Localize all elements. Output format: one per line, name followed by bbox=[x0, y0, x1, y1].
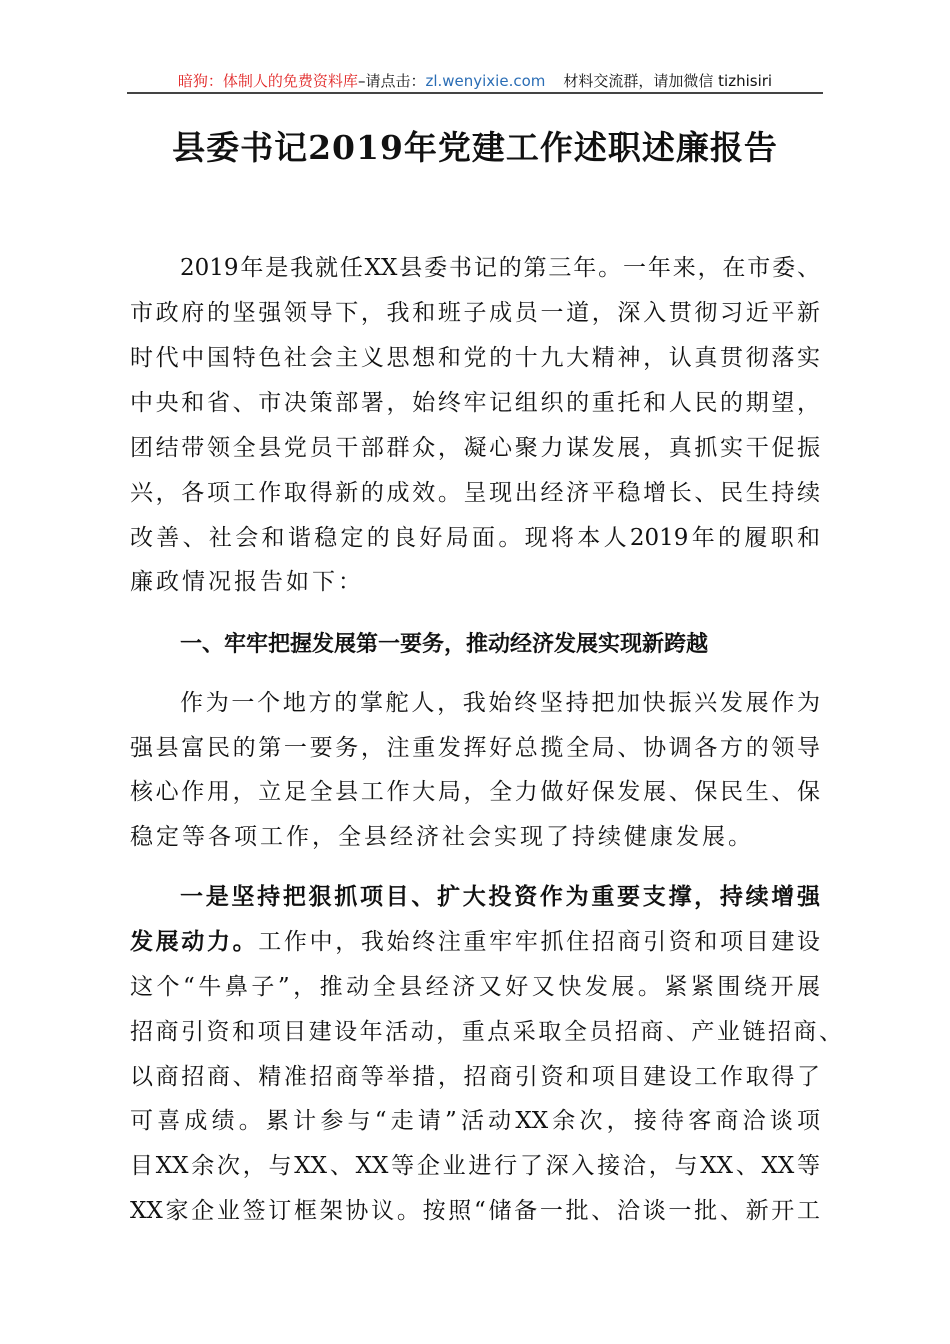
section-heading: 一、牢牢把握发展第一要务，推动经济发展实现新跨越 bbox=[180, 632, 709, 657]
para3-line bbox=[130, 927, 820, 957]
para1-line: 中央和省、市决策部署，始终牢记组织的重托和人民的期望， bbox=[130, 390, 820, 416]
para3-line: 可喜成绩。累计参与“走请”活动XX余次，接待客商洽谈项 bbox=[130, 1108, 820, 1134]
para3-line: 这个“牛鼻子”，推动全县经济又好又快发展。紧紧围绕开展 bbox=[130, 974, 820, 1000]
para1-line: 团结带领全县党员干部群众，凝心聚力谋发展，真抓实干促振 bbox=[130, 435, 820, 461]
click-prefix: –请点击： bbox=[357, 72, 426, 90]
site-link[interactable]: zl.wenyixie.com bbox=[425, 72, 546, 90]
para3-line: 招商引资和项目建设年活动，重点采取全员招商、产业链招商、 bbox=[130, 1019, 842, 1045]
para1-line: 时代中国特色社会主义思想和党的十九大精神，认真贯彻落实 bbox=[130, 345, 820, 371]
promo-text: 暗狗：体制人的免费资料库 bbox=[177, 72, 358, 90]
header-rule bbox=[127, 92, 823, 94]
para2-line: 核心作用，立足全县工作大局，全力做好保发展、保民生、保 bbox=[130, 779, 820, 805]
para2-line: 作为一个地方的掌舵人，我始终坚持把加快振兴发展作为 bbox=[180, 690, 820, 716]
para1-line: 2019年是我就任XX县委书记的第三年。一年来，在市委、 bbox=[180, 255, 820, 281]
wechat-group-text: 材料交流群，请加微信 tizhisiri bbox=[563, 72, 773, 90]
para1-line: 市政府的坚强领导下，我和班子成员一道，深入贯彻习近平新 bbox=[130, 300, 820, 326]
para3-line bbox=[180, 882, 820, 912]
page-header-banner bbox=[127, 70, 823, 91]
para3-line: XX家企业签订框架协议。按照“储备一批、洽谈一批、新开工 bbox=[130, 1198, 820, 1224]
bold-lead: 发展动力。 bbox=[130, 928, 259, 955]
para3-text: 工作中，我始终注重牢牢抓住招商引资和项目建设 bbox=[258, 929, 821, 955]
para2-line: 强县富民的第一要务，注重发挥好总揽全局、协调各方的领导 bbox=[130, 735, 820, 761]
para2-line: 稳定等各项工作，全县经济社会实现了持续健康发展。 bbox=[130, 824, 754, 850]
para1-line: 廉政情况报告如下： bbox=[130, 569, 364, 595]
para1-line: 改善、社会和谐稳定的良好局面。现将本人2019年的履职和 bbox=[130, 525, 820, 551]
para3-line: 以商招商、精准招商等举措，招商引资和项目建设工作取得了 bbox=[130, 1064, 820, 1090]
document-title: 县委书记2019年党建工作述职述廉报告 bbox=[172, 128, 778, 167]
bold-lead: 一是坚持把狠抓项目、扩大投资作为重要支撑，持续增强 bbox=[180, 883, 820, 910]
para3-line: 目XX余次，与XX、XX等企业进行了深入接洽，与XX、XX等 bbox=[130, 1153, 820, 1179]
para1-line: 兴，各项工作取得新的成效。呈现出经济平稳增长、民生持续 bbox=[130, 480, 820, 506]
